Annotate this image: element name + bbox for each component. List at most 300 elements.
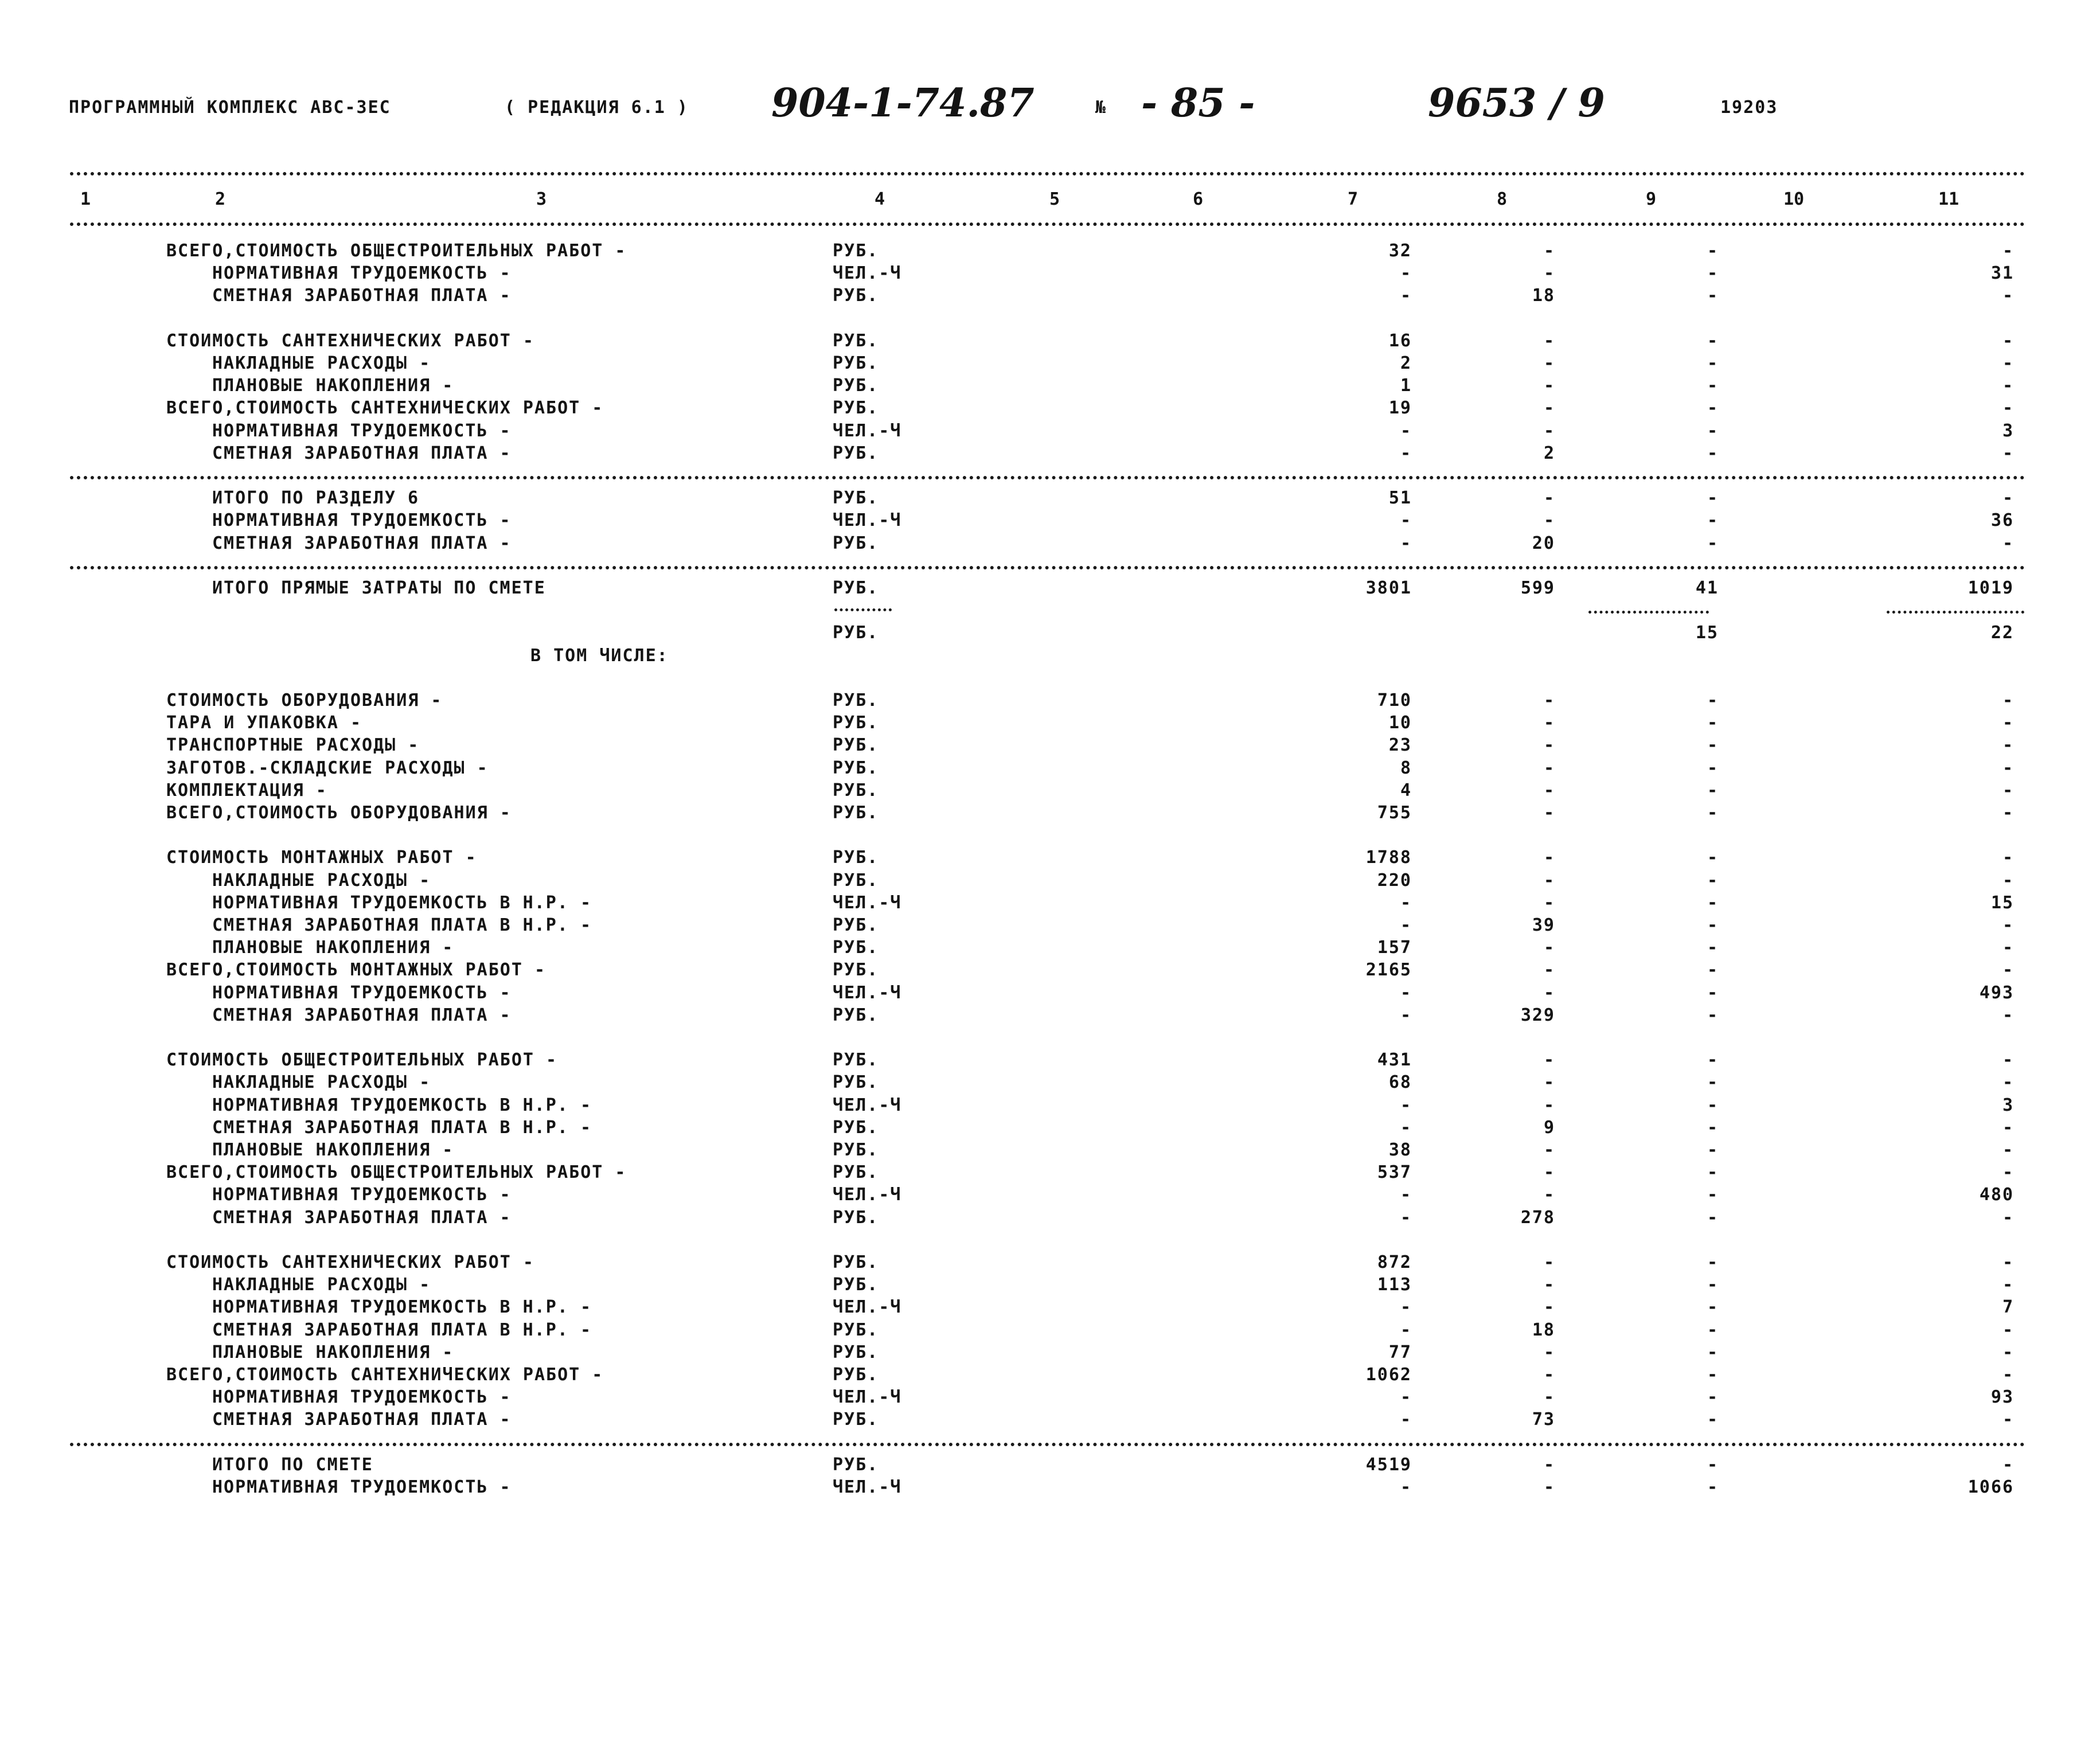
row-col7-value: - (1400, 533, 1412, 553)
row-col11-value: - (2002, 353, 2014, 373)
row-unit: РУБ. (833, 330, 879, 351)
col-4: 4 (875, 189, 885, 209)
row-col8-value: - (1543, 1185, 1555, 1205)
row-unit: РУБ. (833, 578, 879, 598)
table-row (0, 1297, 2100, 1320)
row-col9-value: - (1707, 803, 1719, 823)
row-unit: РУБ. (833, 1207, 879, 1228)
table-row (0, 1252, 2100, 1275)
table-row (0, 893, 2100, 916)
row-col7-value: 113 (1377, 1275, 1412, 1295)
col-9: 9 (1646, 189, 1657, 209)
row-col11-value: - (2002, 803, 2014, 823)
row-description: НОРМАТИВНАЯ ТРУДОЕМКОСТЬ В Н.Р. - (212, 1297, 592, 1318)
table-row (0, 1320, 2100, 1343)
row-unit: РУБ. (833, 488, 879, 509)
row-col7-value: 68 (1388, 1072, 1412, 1093)
row-col7-value: 537 (1377, 1162, 1412, 1183)
row-col11-value: - (2002, 1005, 2014, 1025)
row-description: СТОИМОСТЬ САНТЕХНИЧЕСКИХ РАБОТ - (166, 1252, 534, 1272)
row-description: НАКЛАДНЫЕ РАСХОДЫ - (212, 353, 431, 373)
row-description: СМЕТНАЯ ЗАРАБОТНАЯ ПЛАТА - (212, 533, 512, 553)
row-description: СМЕТНАЯ ЗАРАБОТНАЯ ПЛАТА В Н.Р. - (212, 1117, 592, 1138)
row-col7-value: - (1400, 1477, 1412, 1497)
row-description: НОРМАТИВНАЯ ТРУДОЕМКОСТЬ - (212, 1477, 512, 1497)
row-description: СМЕТНАЯ ЗАРАБОТНАЯ ПЛАТА - (212, 286, 512, 306)
row-description: ТРАНСПОРТНЫЕ РАСХОДЫ - (166, 735, 420, 756)
row-col7-value: 32 (1388, 241, 1412, 261)
row-description: СМЕТНАЯ ЗАРАБОТНАЯ ПЛАТА - (212, 443, 512, 463)
row-unit: РУБ. (833, 241, 879, 261)
row-col7-value: 19 (1388, 398, 1412, 419)
row-unit: РУБ. (833, 286, 879, 306)
row-col7-value: 431 (1377, 1050, 1412, 1071)
row-description: НАКЛАДНЫЕ РАСХОДЫ - (212, 1072, 431, 1093)
row-col8-value: 39 (1532, 915, 1555, 935)
table-row (0, 690, 2100, 713)
row-col9-value: 41 (1695, 578, 1719, 598)
row-col9-value: - (1707, 1117, 1719, 1138)
row-col9-value: - (1707, 892, 1719, 913)
row-col11-value: 493 (1979, 982, 2014, 1003)
row-unit: ЧЕЛ.-Ч (833, 1185, 902, 1205)
row-unit: РУБ. (833, 938, 879, 958)
row-col11-value: - (2002, 533, 2014, 553)
row-col11-value: 3 (2002, 420, 2014, 441)
row-col9-value: - (1707, 1072, 1719, 1093)
table-row (0, 870, 2100, 893)
col-2: 2 (215, 189, 226, 209)
row-col7-value: 3801 (1365, 578, 1412, 598)
row-col11-value: - (2002, 1275, 2014, 1295)
row-unit: ЧЕЛ.-Ч (833, 892, 902, 913)
row-col9-value: - (1707, 1095, 1719, 1115)
row-col11-value: - (2002, 1409, 2014, 1430)
table-row (0, 1095, 2100, 1118)
header-bottom-rule (70, 222, 2025, 226)
table-row (0, 443, 2100, 466)
table-row (0, 488, 2100, 511)
row-col7-value: 872 (1377, 1252, 1412, 1272)
row-col9-value: - (1707, 690, 1719, 710)
row-description: НОРМАТИВНАЯ ТРУДОЕМКОСТЬ - (212, 510, 512, 531)
row-description: ИТОГО ПРЯМЫЕ ЗАТРАТЫ ПО СМЕТЕ (212, 578, 546, 598)
row-col9-value: - (1707, 488, 1719, 509)
row-description: НОРМАТИВНАЯ ТРУДОЕМКОСТЬ - (212, 1185, 512, 1205)
row-description: СМЕТНАЯ ЗАРАБОТНАЯ ПЛАТА В Н.Р. - (212, 915, 592, 935)
row-unit: ЧЕЛ.-Ч (833, 420, 902, 441)
row-col7-value: - (1400, 420, 1412, 441)
page-header (69, 80, 2019, 132)
row-col7-value: - (1400, 1387, 1412, 1408)
row-col8-value: - (1543, 1050, 1555, 1071)
row-col11-value: 93 (1990, 1387, 2014, 1408)
row-col11-value: - (2002, 690, 2014, 710)
row-col9-value: - (1707, 420, 1719, 441)
col-10: 10 (1783, 189, 1805, 209)
project-code: 904-1-74.87 (771, 80, 1035, 126)
program-name: ПРОГРАММНЫЙ КОМПЛЕКС АВС-3ЕС (69, 97, 391, 118)
row-col11-value: - (2002, 735, 2014, 756)
row-description: НАКЛАДНЫЕ РАСХОДЫ - (212, 870, 431, 891)
col-11: 11 (1938, 189, 1960, 209)
row-unit: РУБ. (833, 1319, 879, 1340)
row-col8-value: - (1543, 1387, 1555, 1408)
row-col8-value: - (1543, 1140, 1555, 1160)
row-col8-value: - (1543, 1252, 1555, 1272)
row-col7-value: 4519 (1365, 1454, 1412, 1475)
row-col9-value: - (1707, 1387, 1719, 1408)
row-col11-value: 15 (1990, 892, 2014, 913)
row-col9-value: 15 (1695, 623, 1719, 643)
row-col11-value: - (2002, 1319, 2014, 1340)
row-unit: РУБ. (833, 690, 879, 710)
row-col9-value: - (1707, 533, 1719, 553)
row-col9-value: - (1707, 915, 1719, 935)
row-col11-value: - (2002, 1342, 2014, 1362)
row-col7-value: - (1400, 1185, 1412, 1205)
row-col11-value: - (2002, 1252, 2014, 1272)
row-col8-value: - (1543, 510, 1555, 531)
row-unit: РУБ. (833, 623, 879, 643)
row-col8-value: - (1543, 398, 1555, 419)
row-description: НОРМАТИВНАЯ ТРУДОЕМКОСТЬ - (212, 263, 512, 284)
row-col8-value: - (1543, 330, 1555, 351)
row-unit: ЧЕЛ.-Ч (833, 510, 902, 531)
table-row (0, 735, 2100, 758)
row-unit: РУБ. (833, 1275, 879, 1295)
row-unit: РУБ. (833, 533, 879, 553)
row-col11-value: - (2002, 960, 2014, 981)
row-description: ИТОГО ПО РАЗДЕЛУ 6 (212, 488, 420, 509)
row-col11-value: - (2002, 1365, 2014, 1385)
row-col9-value: - (1707, 330, 1719, 351)
row-description: ТАРА И УПАКОВКА - (166, 713, 362, 733)
row-col11-value: - (2002, 398, 2014, 419)
row-col9-value: - (1707, 1005, 1719, 1025)
row-col7-value: - (1400, 982, 1412, 1003)
row-description: СМЕТНАЯ ЗАРАБОТНАЯ ПЛАТА - (212, 1409, 512, 1430)
col-3: 3 (536, 189, 547, 209)
row-unit: РУБ. (833, 803, 879, 823)
inventory-number: 9653 / 9 (1428, 80, 1605, 126)
edition-label: ( РЕДАКЦИЯ 6.1 ) (505, 97, 689, 118)
row-col8-value: 2 (1543, 443, 1555, 463)
table-row (0, 780, 2100, 803)
row-unit: РУБ. (833, 1117, 879, 1138)
row-col9-value: - (1707, 376, 1719, 396)
row-col9-value: - (1707, 1207, 1719, 1228)
row-col8-value: 278 (1520, 1207, 1555, 1228)
row-col8-value: - (1543, 263, 1555, 284)
row-description: НОРМАТИВНАЯ ТРУДОЕМКОСТЬ В Н.Р. - (212, 1095, 592, 1115)
row-col8-value: - (1543, 870, 1555, 891)
row-col7-value: - (1400, 915, 1412, 935)
table-top-rule (70, 172, 2025, 175)
col-8: 8 (1497, 189, 1508, 209)
table-row (0, 286, 2100, 309)
table-row (0, 1140, 2100, 1163)
row-col11-value: - (2002, 1140, 2014, 1160)
row-col7-value: 38 (1388, 1140, 1412, 1160)
row-col9-value: - (1707, 353, 1719, 373)
row-col8-value: - (1543, 892, 1555, 913)
row-col8-value: 599 (1520, 578, 1555, 598)
row-col11-value: - (2002, 938, 2014, 958)
table-row (0, 263, 2100, 286)
row-unit: РУБ. (833, 735, 879, 756)
table-row (0, 1118, 2100, 1141)
row-col7-value: 23 (1388, 735, 1412, 756)
table-row (0, 1342, 2100, 1365)
row-col8-value: - (1543, 690, 1555, 710)
row-col8-value: - (1543, 1342, 1555, 1362)
row-col11-value: - (2002, 870, 2014, 891)
row-col9-value: - (1707, 938, 1719, 958)
row-col8-value: - (1543, 713, 1555, 733)
table-row (0, 803, 2100, 826)
table-row (0, 241, 2100, 264)
row-col8-value: - (1543, 960, 1555, 981)
row-col11-value: - (2002, 915, 2014, 935)
col-1: 1 (80, 189, 91, 209)
row-col8-value: 9 (1543, 1117, 1555, 1138)
row-unit: РУБ. (833, 1005, 879, 1025)
row-col7-value: 1 (1400, 376, 1412, 396)
row-description: В ТОМ ЧИСЛЕ: (530, 645, 669, 666)
row-col11-value: 1066 (1968, 1477, 2014, 1497)
row-col11-value: - (2002, 1162, 2014, 1183)
row-col9-value: - (1707, 443, 1719, 463)
row-col7-value: - (1400, 443, 1412, 463)
row-col7-value: - (1400, 263, 1412, 284)
row-col7-value: - (1400, 1207, 1412, 1228)
table-row (0, 1387, 2100, 1410)
row-col11-value: - (2002, 1207, 2014, 1228)
row-col7-value: 710 (1377, 690, 1412, 710)
row-col9-value: - (1707, 1185, 1719, 1205)
row-col8-value: - (1543, 1072, 1555, 1093)
row-unit: ЧЕЛ.-Ч (833, 1387, 902, 1408)
table-row (0, 578, 2100, 601)
row-description: НАКЛАДНЫЕ РАСХОДЫ - (212, 1275, 431, 1295)
row-col7-value: 8 (1400, 757, 1412, 778)
row-col7-value: 2 (1400, 353, 1412, 373)
row-col9-value: - (1707, 1454, 1719, 1475)
column-header-row (0, 189, 2100, 212)
table-row (0, 398, 2100, 421)
row-col7-value: 1788 (1365, 848, 1412, 868)
row-unit: РУБ. (833, 870, 879, 891)
row-description: НОРМАТИВНАЯ ТРУДОЕМКОСТЬ В Н.Р. - (212, 892, 592, 913)
row-unit: РУБ. (833, 1162, 879, 1183)
row-col7-value: 1062 (1365, 1365, 1412, 1385)
row-col9-value: - (1707, 757, 1719, 778)
table-row (0, 848, 2100, 870)
table-row (0, 713, 2100, 736)
table-row (0, 646, 2100, 669)
row-col8-value: - (1543, 241, 1555, 261)
table-row (0, 376, 2100, 399)
row-col11-value: - (2002, 713, 2014, 733)
row-col8-value: - (1543, 848, 1555, 868)
row-col9-value: - (1707, 1342, 1719, 1362)
table-row (0, 983, 2100, 1006)
row-col11-value: - (2002, 488, 2014, 509)
section-rule (70, 566, 2025, 569)
row-col9-value: - (1707, 510, 1719, 531)
row-col11-value: - (2002, 757, 2014, 778)
row-unit: РУБ. (833, 443, 879, 463)
row-col9-value: - (1707, 398, 1719, 419)
row-description: ВСЕГО,СТОИМОСТЬ МОНТАЖНЫХ РАБОТ - (166, 960, 547, 981)
row-unit: ЧЕЛ.-Ч (833, 1095, 902, 1115)
row-col11-value: - (2002, 376, 2014, 396)
row-col7-value: - (1400, 1297, 1412, 1318)
row-col7-value: - (1400, 1095, 1412, 1115)
row-col8-value: - (1543, 735, 1555, 756)
row-unit: ЧЕЛ.-Ч (833, 982, 902, 1003)
row-col9-value: - (1707, 241, 1719, 261)
row-col11-value: 7 (2002, 1297, 2014, 1318)
table-row (0, 1185, 2100, 1208)
row-unit: РУБ. (833, 398, 879, 419)
row-col7-value: - (1400, 286, 1412, 306)
row-description: ПЛАНОВЫЕ НАКОПЛЕНИЯ - (212, 1140, 454, 1160)
row-col11-value: 3 (2002, 1095, 2014, 1115)
unit-rule (834, 608, 892, 611)
row-col11-value: - (2002, 780, 2014, 801)
row-unit: РУБ. (833, 1342, 879, 1362)
row-col11-value: - (2002, 286, 2014, 306)
table-row (0, 1208, 2100, 1231)
row-unit: РУБ. (833, 353, 879, 373)
row-description: НОРМАТИВНАЯ ТРУДОЕМКОСТЬ - (212, 1387, 512, 1408)
table-row (0, 1455, 2100, 1478)
row-col11-value: 1019 (1968, 578, 2014, 598)
row-col11-value: 480 (1979, 1185, 2014, 1205)
row-col8-value: - (1543, 938, 1555, 958)
row-unit: РУБ. (833, 1140, 879, 1160)
row-unit: РУБ. (833, 1252, 879, 1272)
row-description: ИТОГО ПО СМЕТЕ (212, 1454, 373, 1475)
row-description: ПЛАНОВЫЕ НАКОПЛЕНИЯ - (212, 938, 454, 958)
row-col7-value: 157 (1377, 938, 1412, 958)
row-col9-value: - (1707, 1297, 1719, 1318)
row-unit: ЧЕЛ.-Ч (833, 1477, 902, 1497)
row-description: СМЕТНАЯ ЗАРАБОТНАЯ ПЛАТА В Н.Р. - (212, 1319, 592, 1340)
row-description: СТОИМОСТЬ МОНТАЖНЫХ РАБОТ - (166, 848, 477, 868)
row-description: ВСЕГО,СТОИМОСТЬ ОБЩЕСТРОИТЕЛЬНЫХ РАБОТ - (166, 241, 627, 261)
table-row (0, 353, 2100, 376)
row-col8-value: - (1543, 1162, 1555, 1183)
table-row (0, 1005, 2100, 1028)
row-col8-value: 20 (1532, 533, 1555, 553)
row-col9-value: - (1707, 263, 1719, 284)
section-rule (70, 476, 2025, 479)
row-col11-value: - (2002, 330, 2014, 351)
row-col11-value: - (2002, 241, 2014, 261)
row-col9-value: - (1707, 735, 1719, 756)
row-unit: РУБ. (833, 1050, 879, 1071)
row-description: СТОИМОСТЬ САНТЕХНИЧЕСКИХ РАБОТ - (166, 330, 534, 351)
row-col11-value: 36 (1990, 510, 2014, 531)
table-row (0, 938, 2100, 960)
row-description: ВСЕГО,СТОИМОСТЬ САНТЕХНИЧЕСКИХ РАБОТ - (166, 398, 604, 419)
row-col9-value: - (1707, 1252, 1719, 1272)
row-col8-value: - (1543, 353, 1555, 373)
col-5: 5 (1049, 189, 1060, 209)
row-unit: РУБ. (833, 757, 879, 778)
table-row (0, 533, 2100, 556)
table-row (0, 758, 2100, 781)
subtotal-rule (1887, 611, 2024, 614)
row-col8-value: - (1543, 1095, 1555, 1115)
row-unit: РУБ. (833, 848, 879, 868)
row-col7-value: - (1400, 892, 1412, 913)
col-7: 7 (1348, 189, 1359, 209)
row-col9-value: - (1707, 960, 1719, 981)
row-description: НОРМАТИВНАЯ ТРУДОЕМКОСТЬ - (212, 420, 512, 441)
row-description: ВСЕГО,СТОИМОСТЬ САНТЕХНИЧЕСКИХ РАБОТ - (166, 1365, 604, 1385)
table-row (0, 960, 2100, 983)
row-col9-value: - (1707, 870, 1719, 891)
row-col7-value: - (1400, 1005, 1412, 1025)
row-col9-value: - (1707, 1275, 1719, 1295)
row-col7-value: - (1400, 510, 1412, 531)
row-col11-value: - (2002, 1050, 2014, 1071)
row-col11-value: - (2002, 1454, 2014, 1475)
row-description: ПЛАНОВЫЕ НАКОПЛЕНИЯ - (212, 376, 454, 396)
table-row (0, 1477, 2100, 1500)
table-row (0, 1409, 2100, 1432)
row-description: СМЕТНАЯ ЗАРАБОТНАЯ ПЛАТА - (212, 1207, 512, 1228)
row-col9-value: - (1707, 1365, 1719, 1385)
row-col8-value: - (1543, 1297, 1555, 1318)
table-row (0, 1072, 2100, 1095)
row-col7-value: 16 (1388, 330, 1412, 351)
row-col8-value: - (1543, 780, 1555, 801)
row-col8-value: 18 (1532, 1319, 1555, 1340)
row-description: КОМПЛЕКТАЦИЯ - (166, 780, 327, 801)
row-description: ЗАГОТОВ.-СКЛАДСКИЕ РАСХОДЫ - (166, 757, 489, 778)
table-row (0, 1162, 2100, 1185)
row-col9-value: - (1707, 1477, 1719, 1497)
row-description: НОРМАТИВНАЯ ТРУДОЕМКОСТЬ - (212, 982, 512, 1003)
row-col9-value: - (1707, 1409, 1719, 1430)
table-row (0, 510, 2100, 533)
row-unit: РУБ. (833, 1365, 879, 1385)
row-col11-value: 31 (1990, 263, 2014, 284)
row-col9-value: - (1707, 1050, 1719, 1071)
row-col9-value: - (1707, 1140, 1719, 1160)
row-col7-value: 755 (1377, 803, 1412, 823)
row-col8-value: - (1543, 982, 1555, 1003)
row-col8-value: - (1543, 1275, 1555, 1295)
row-description: СТОИМОСТЬ ОБОРУДОВАНИЯ - (166, 690, 443, 710)
row-col8-value: - (1543, 1477, 1555, 1497)
row-col8-value: - (1543, 1454, 1555, 1475)
table-row (0, 1365, 2100, 1388)
row-col7-value: 77 (1388, 1342, 1412, 1362)
row-col7-value: 10 (1388, 713, 1412, 733)
row-col9-value: - (1707, 713, 1719, 733)
row-col11-value: - (2002, 1117, 2014, 1138)
col-6: 6 (1193, 189, 1204, 209)
row-unit: РУБ. (833, 713, 879, 733)
row-col7-value: 2165 (1365, 960, 1412, 981)
row-col7-value: - (1400, 1409, 1412, 1430)
